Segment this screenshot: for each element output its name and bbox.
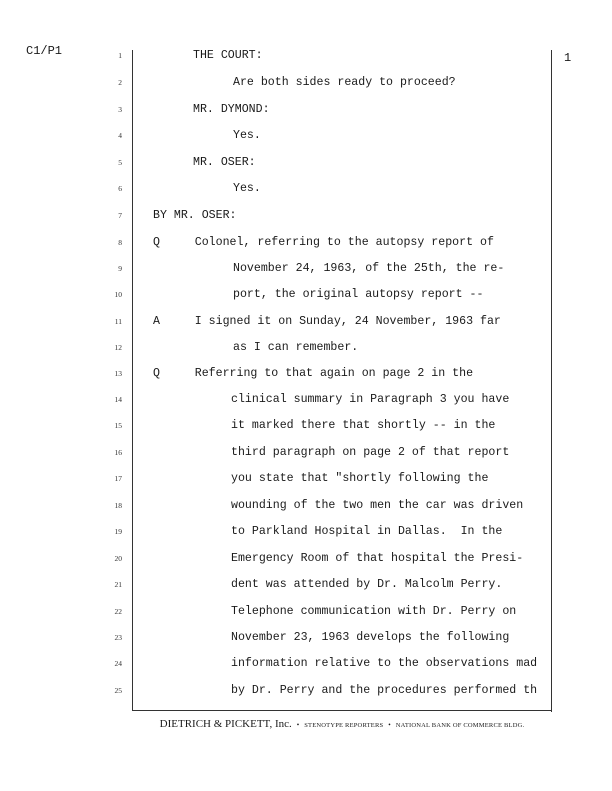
line-text: dent was attended by Dr. Malcolm Perry. [231, 578, 503, 591]
line-text: information relative to the observations mad [231, 657, 538, 670]
line-number: 18 [114, 501, 122, 510]
line-number: 13 [114, 369, 122, 378]
transcript-line [0, 156, 612, 170]
line-number: 23 [114, 633, 122, 642]
line-text: MR. DYMOND: [193, 103, 270, 116]
line-number: 5 [118, 158, 122, 167]
line-text: MR. OSER: [193, 156, 256, 169]
footer-address: NATIONAL BANK OF COMMERCE BLDG. [395, 722, 525, 729]
line-number: 7 [118, 211, 122, 220]
page-id: C1/P1 [26, 44, 63, 58]
line-text: THE COURT: [193, 49, 263, 62]
line-number: 10 [114, 290, 122, 299]
line-text: as I can remember. [233, 341, 359, 354]
line-number: 3 [118, 105, 122, 114]
line-text: clinical summary in Paragraph 3 you have [231, 393, 510, 406]
transcript-line [0, 393, 612, 407]
line-text: Yes. [233, 129, 261, 142]
transcript-line [0, 103, 612, 117]
line-text: Are both sides ready to proceed? [233, 76, 456, 89]
line-text: Q Referring to that again on page 2 in the [153, 367, 474, 380]
line-text: BY MR. OSER: [153, 209, 237, 222]
transcript-line [0, 341, 612, 355]
transcript-line [0, 262, 612, 276]
footer-firm: DIETRICH & PICKETT, Inc. [159, 718, 292, 730]
line-number: 6 [118, 184, 122, 193]
transcript-line [0, 236, 612, 250]
line-number: 20 [114, 554, 122, 563]
line-number: 8 [118, 238, 122, 247]
transcript-line [0, 605, 612, 619]
line-text: to Parkland Hospital in Dallas. In the [231, 525, 503, 538]
transcript-line [0, 288, 612, 302]
line-text: Emergency Room of that hospital the Presi- [231, 552, 524, 565]
transcript-line [0, 578, 612, 592]
line-number: 19 [114, 527, 122, 536]
transcript-line [0, 49, 612, 63]
transcript-line [0, 684, 612, 698]
line-number: 22 [114, 607, 122, 616]
line-text: port, the original autopsy report -- [233, 288, 484, 301]
page-number: 1 [564, 51, 572, 65]
line-number: 2 [118, 78, 122, 87]
transcript-line [0, 182, 612, 196]
line-text: November 23, 1963 develops the following [231, 631, 510, 644]
line-number: 9 [118, 264, 122, 273]
line-number: 14 [114, 395, 122, 404]
line-number: 11 [114, 317, 122, 326]
line-number: 17 [114, 474, 122, 483]
line-text: third paragraph on page 2 of that report [231, 446, 510, 459]
footer-separator: • [296, 721, 300, 729]
transcript-line [0, 419, 612, 433]
line-text: A I signed it on Sunday, 24 November, 1963 far [153, 315, 501, 328]
line-text: Yes. [233, 182, 261, 195]
line-number: 24 [114, 659, 122, 668]
line-text: you state that "shortly following the [231, 472, 489, 485]
transcript-line [0, 552, 612, 566]
footer [132, 718, 552, 730]
line-number: 1 [118, 51, 122, 60]
transcript-line [0, 367, 612, 381]
transcript-line [0, 446, 612, 460]
line-number: 4 [118, 131, 122, 140]
transcript-line [0, 631, 612, 645]
line-text: November 24, 1963, of the 25th, the re- [233, 262, 505, 275]
bottom-rule [132, 710, 552, 711]
line-number: 15 [114, 421, 122, 430]
line-text: Q Colonel, referring to the autopsy report of [153, 236, 494, 249]
footer-role: STENOTYPE REPORTERS [304, 722, 384, 729]
line-number: 12 [114, 343, 122, 352]
line-text: by Dr. Perry and the procedures performed th [231, 684, 538, 697]
transcript-line [0, 315, 612, 329]
transcript-line [0, 499, 612, 513]
transcript-line [0, 657, 612, 671]
transcript-line [0, 472, 612, 486]
line-text: Telephone communication with Dr. Perry on [231, 605, 517, 618]
footer-separator: • [388, 721, 391, 729]
line-number: 21 [114, 580, 122, 589]
line-number: 25 [114, 686, 122, 695]
transcript-line [0, 129, 612, 143]
line-text: wounding of the two men the car was driven [231, 499, 524, 512]
transcript-line [0, 76, 612, 90]
line-text: it marked there that shortly -- in the [231, 419, 496, 432]
transcript-line [0, 209, 612, 223]
line-number: 16 [114, 448, 122, 457]
transcript-line [0, 525, 612, 539]
